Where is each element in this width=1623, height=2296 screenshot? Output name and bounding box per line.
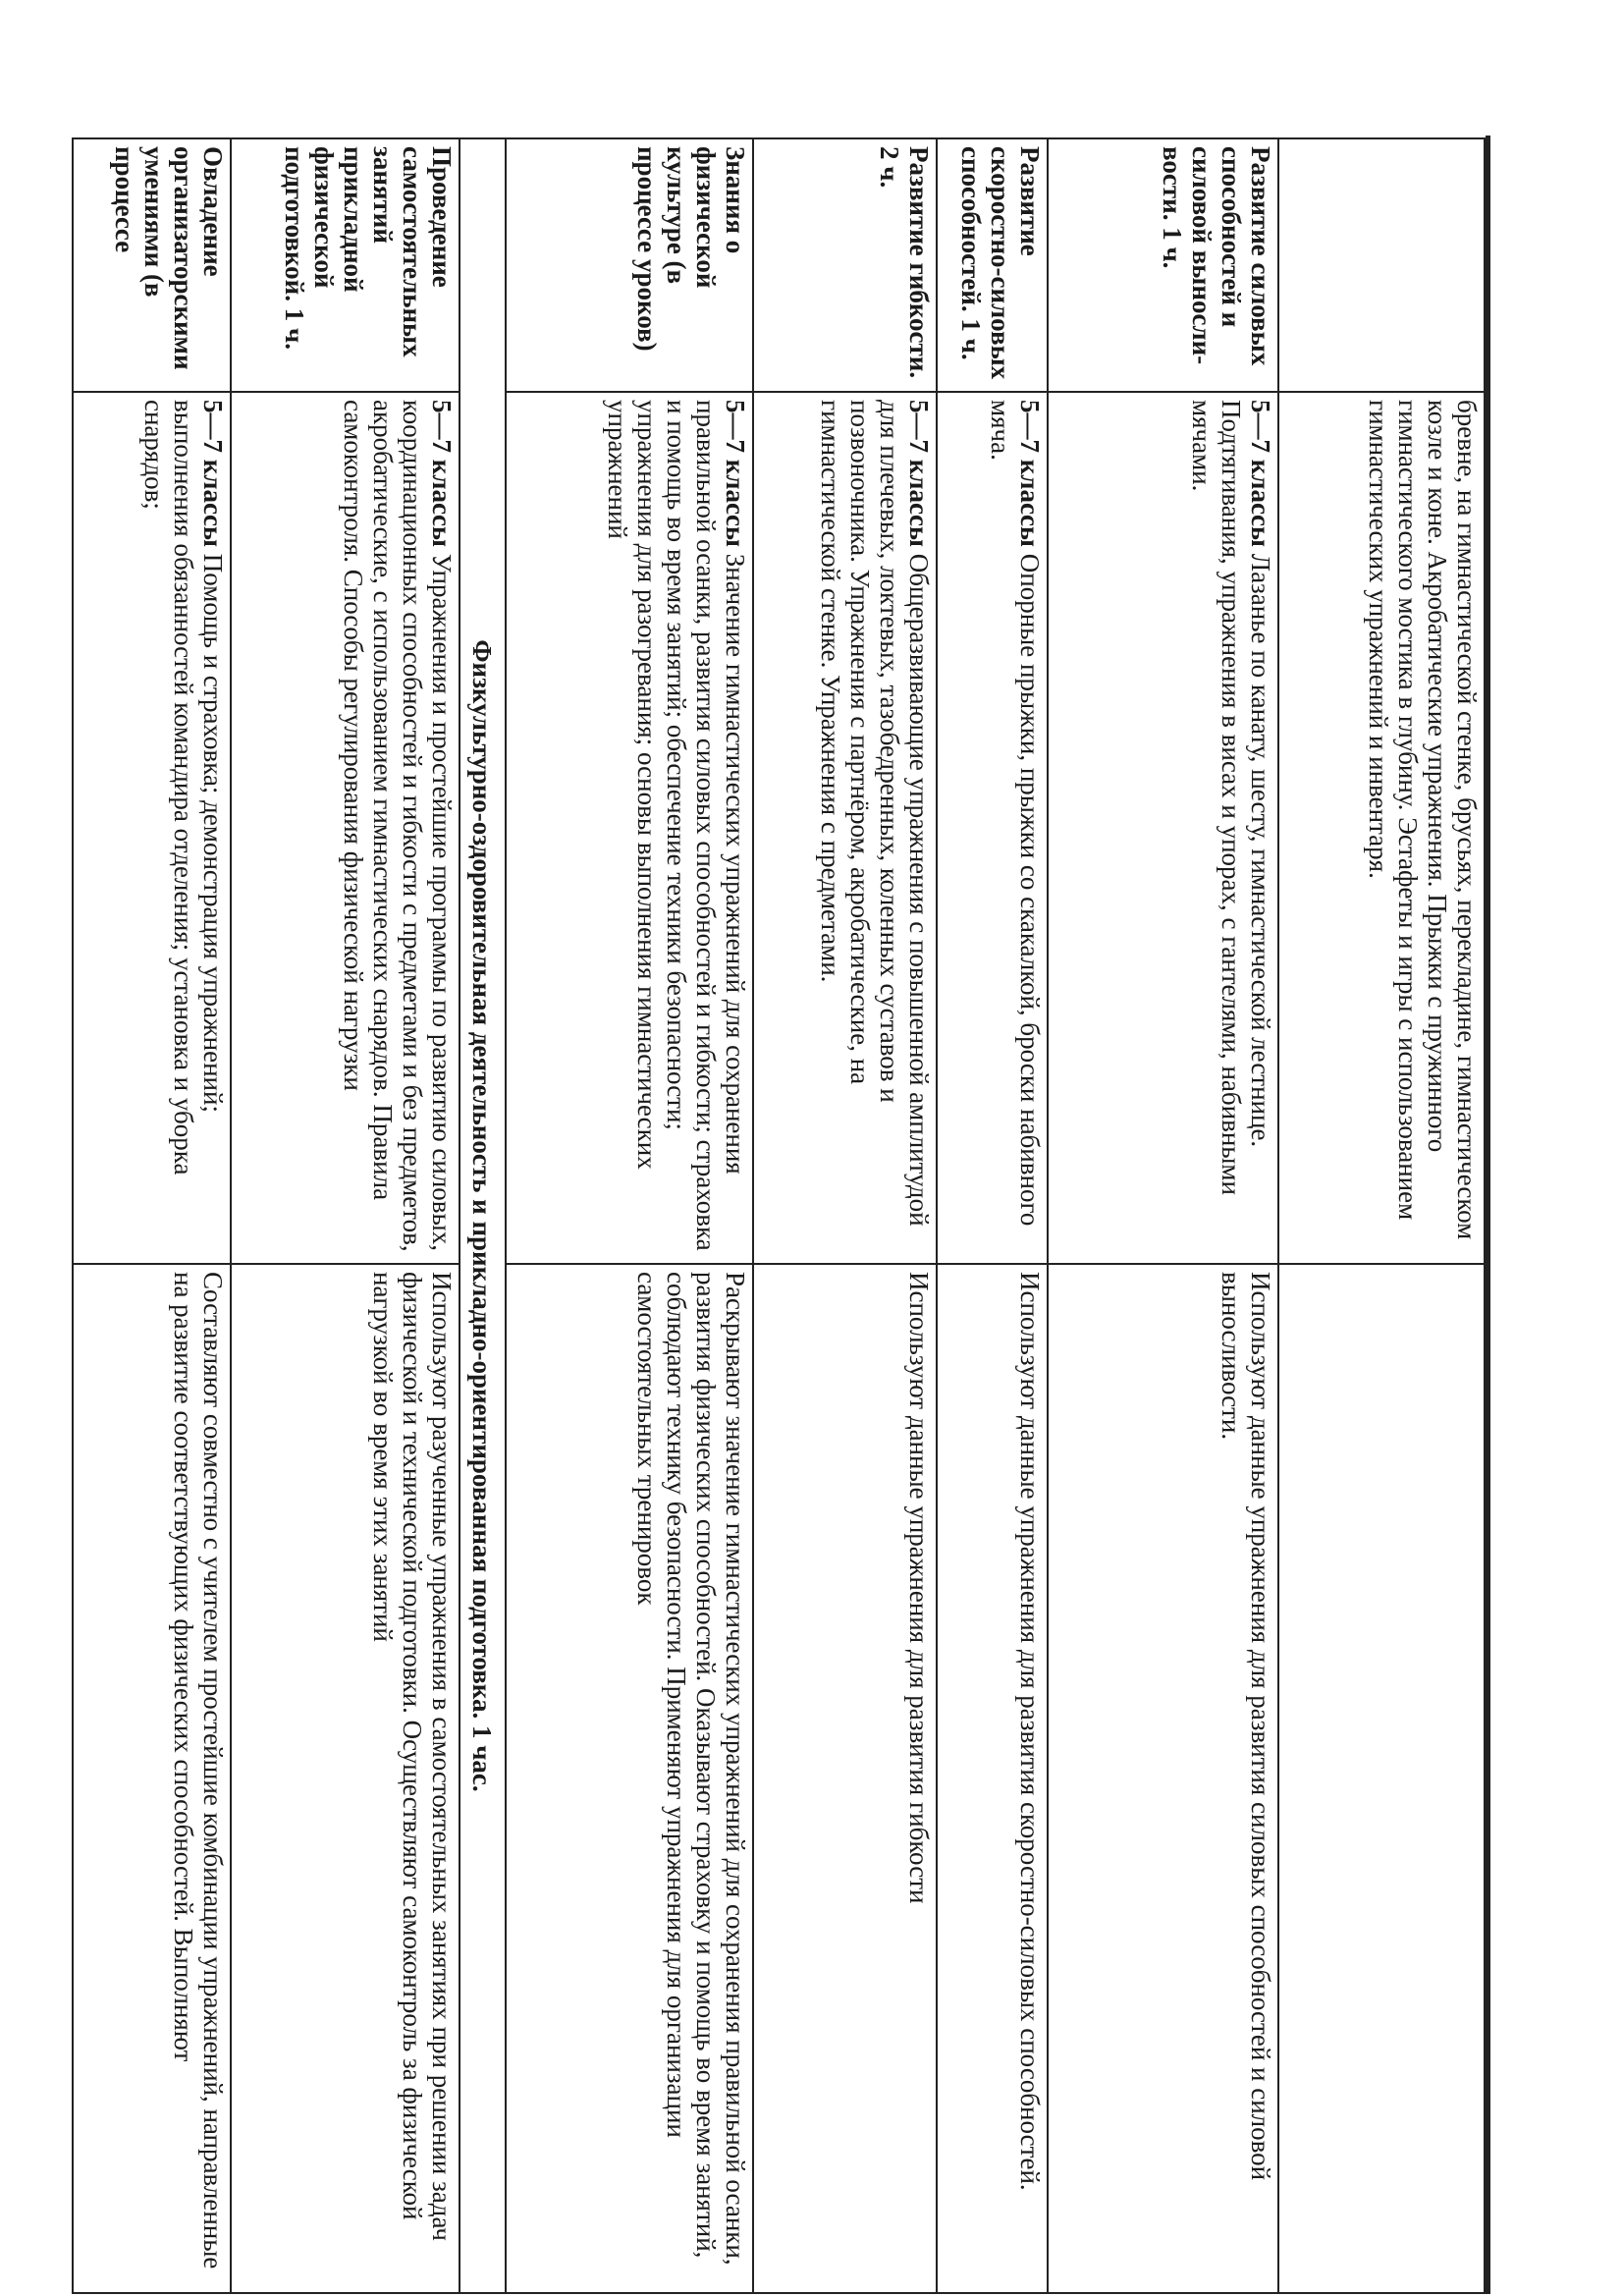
content-cell: [73, 392, 231, 1264]
table-row: [231, 138, 460, 2293]
content-block: [603, 400, 750, 1256]
content-cell: [1278, 392, 1485, 1264]
content-text: Опорные прыжки, прыжки со скакалкой, броски набивного мяча.: [985, 400, 1045, 1227]
grade-label: 5—7 классы: [721, 400, 751, 548]
activity-cell: Используют данные упражнения для развития скоростно-силовых способностей.: [937, 1264, 1048, 2293]
activity-cell: Раскрывают значение гимнастических упражнений для сохранения правильной осанки, развития физических способностей. Оказывают страховку и помощь во время занятий, соблюдают технику безопасности. Применяют упражнения для организации самостоятельных тренировок: [506, 1264, 754, 2293]
section-header: Физкультурно-оздоровительная деятельность и прикладно-ориентированная подготовка. 1 час.: [460, 138, 506, 2293]
activity-cell: Используют разученные упражнения в самостоятельных занятиях при решении задач физической и технической подготовки. Осуществляют самоконтроль за физической нагрузкой во время этих занятий: [231, 1264, 460, 2293]
content-text: Значение гимнастических упражнений для сохранения правильной осанки, развития силовых способностей и гибкости; страховка и помощь во время занятий; обеспечение техники безопасности; упражнения для разогревания; основы выполнения гимнастических упражнений: [603, 400, 751, 1251]
rotated-page: [72, 137, 1486, 2292]
theme-cell: [1278, 138, 1485, 392]
theme-cell: Развитие гибкости. 2 ч.: [753, 138, 936, 392]
theme-cell: Овладение организаторскими умениями (в процессе: [73, 138, 231, 392]
content-cell: [753, 392, 936, 1264]
theme-cell: Развитие силовых способностей и силовой выносли-вости. 1 ч.: [1048, 138, 1278, 392]
table-row: [73, 138, 231, 2293]
content-cell: [1048, 392, 1278, 1264]
activity-cell: Составляют совместно с учителем простейшие комбинации упражнений, направленные на развитие соответствующих физических способностей. Выполняют: [73, 1264, 231, 2293]
table-row: [753, 138, 936, 2293]
activity-cell: Используют данные упражнения для развития силовых способностей и силовой выносливости.: [1048, 1264, 1278, 2293]
table-row: [506, 138, 754, 2293]
content-text: Помощь и страховка; демонстрация упражнений; выполнения обязанностей командира отделения; установка и уборка снарядов;: [138, 400, 228, 1175]
grade-label: 5—7 классы: [1246, 400, 1276, 548]
table-body: [73, 138, 1485, 2293]
theme-cell: Знания о физической культуре (в процессе уроков): [506, 138, 754, 392]
grade-label: 5—7 классы: [1014, 400, 1045, 548]
theme-cell: Развитие скоростно-силовых способностей. 1 ч.: [937, 138, 1048, 392]
table-row: [937, 138, 1048, 2293]
content-block: [1364, 400, 1482, 1256]
content-block: [816, 400, 934, 1256]
table-row: [1048, 138, 1278, 2293]
content-text: Упражнения и простейшие программы по развитию силовых, координационных способностей и гибкости с предметами и без предметов, акробатические, с использованием гимнастических снарядов. Правила самоконтроля. Способы регулирования физической нагрузки: [338, 400, 457, 1252]
content-cell: [506, 392, 754, 1264]
content-text: Общеразвивающие упражнения с повышенной амплитудой для плечевых, локтевых, тазобедренных, коленных суставов и позвоночника. Упражнения с партнёром, акробатические, на гимнастической стенке. Упражнения с предметами.: [815, 400, 934, 1227]
activity-cell: Используют данные упражнения для развития гибкости: [753, 1264, 936, 2293]
grade-label: 5—7 классы: [903, 400, 934, 548]
content-block: [1187, 400, 1275, 1256]
content-block: [139, 400, 228, 1256]
grade-label: 5—7 классы: [426, 400, 457, 548]
table-row: [1278, 138, 1485, 2293]
activity-cell: [1278, 1264, 1485, 2293]
content-cell: [231, 392, 460, 1264]
theme-cell: Проведение самостоятельных занятий прикладной физической подготовкой. 1 ч.: [231, 138, 460, 392]
content-text: бревне, на гимнастической стенке, брусьях, перекладине, гимнастическом козле и коне. Акробатические упражнения. Прыжки с пружинного гимнастического мостика в глубину. Эстафеты и игры с использованием гимнастических упражнений и инвентаря.: [1364, 400, 1482, 1240]
section-header-row: [460, 138, 506, 2293]
content-text: Лазанье по канату, шесту, гимнастической лестнице. Подтягивания, упражнения в висах и упорах, с гантелями, набивными мячами.: [1187, 400, 1276, 1195]
content-block: [339, 400, 457, 1256]
program-table: [72, 137, 1486, 2294]
content-cell: [937, 392, 1048, 1264]
content-block: [986, 400, 1045, 1256]
page-frame-line: [1486, 136, 1490, 2294]
grade-label: 5—7 классы: [197, 400, 228, 548]
